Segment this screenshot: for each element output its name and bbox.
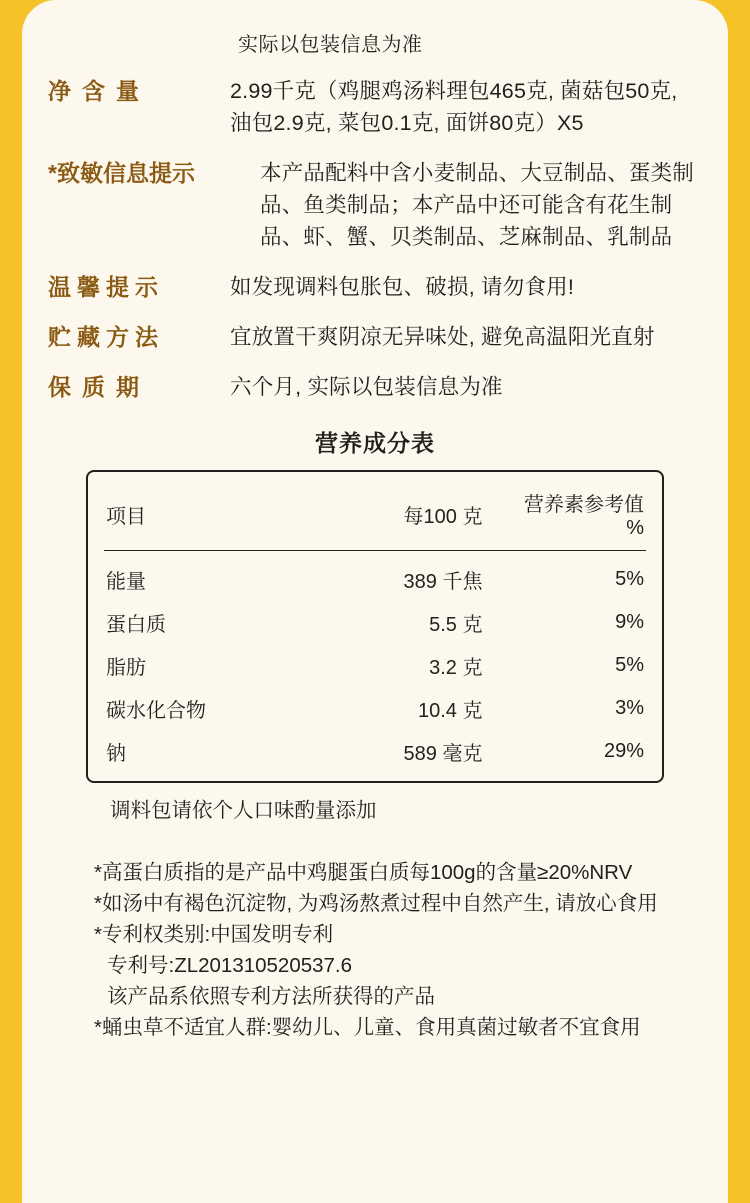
spec-value: 六个月, 实际以包装信息为准 xyxy=(230,375,503,399)
table-row xyxy=(104,687,646,730)
column-header-per100g: 每100 克 xyxy=(332,482,511,551)
spec-label: 保质期 xyxy=(48,374,150,400)
note-line: *高蛋白质指的是产品中鸡腿蛋白质每100g的含量≥20%NRV xyxy=(94,861,633,884)
table-header-row xyxy=(104,482,646,551)
additional-notes xyxy=(94,857,702,1043)
nutrient-amount: 5.5 克 xyxy=(429,614,483,636)
spec-value: 宜放置干爽阴凉无异味处, 避免高温阳光直射 xyxy=(230,325,655,349)
note-line: 该产品系依照专利方法所获得的产品 xyxy=(107,985,435,1008)
spec-value: 2.99千克（鸡腿鸡汤料理包465克, 菌菇包50克, 油包2.9克, 菜包0.1克, 面饼80克）X5 xyxy=(230,79,678,135)
nutrient-nrv: 9% xyxy=(615,611,644,633)
nutrient-nrv: 3% xyxy=(615,697,644,719)
note-line: *如汤中有褐色沉淀物, 为鸡汤熬煮过程中自然产生, 请放心食用 xyxy=(94,892,658,915)
spec-row-shelf-life xyxy=(48,371,702,403)
nutrient-amount: 3.2 克 xyxy=(429,657,483,679)
nutrient-name: 钠 xyxy=(106,743,126,765)
nutrition-table-title: 营养成分表 xyxy=(315,430,435,456)
spec-label: 净含量 xyxy=(48,78,150,104)
spec-row-allergen xyxy=(48,157,702,253)
spec-row-tips xyxy=(48,271,702,303)
table-row xyxy=(104,644,646,687)
nutrition-table xyxy=(104,482,646,773)
note-line: *专利权类别:中国发明专利 xyxy=(94,923,334,946)
nutrition-footnote: 调料包请依个人口味酌量添加 xyxy=(110,799,377,822)
nutrient-name: 脂肪 xyxy=(106,657,146,679)
note-line: 专利号:ZL201310520537.6 xyxy=(107,954,353,977)
info-card xyxy=(22,0,728,1203)
table-row xyxy=(104,601,646,644)
table-row xyxy=(104,730,646,773)
spec-row-storage xyxy=(48,321,702,353)
nutrient-amount: 389 千焦 xyxy=(403,571,483,593)
nutrient-nrv: 5% xyxy=(615,654,644,676)
nutrient-amount: 589 毫克 xyxy=(403,743,483,765)
nutrient-name: 能量 xyxy=(106,571,146,593)
column-header-nrv: 营养素参考值 % xyxy=(510,482,646,551)
spec-value: 本产品配料中含小麦制品、大豆制品、蛋类制品、鱼类制品；本产品中还可能含有花生制品、虾、蟹、贝类制品、芝麻制品、乳制品 xyxy=(260,161,695,249)
spec-label: *致敏信息提示 xyxy=(48,160,195,186)
spec-label: 贮藏方法 xyxy=(48,324,164,350)
spec-value: 如发现调料包胀包、破损, 请勿食用! xyxy=(230,275,575,299)
column-header-item: 项目 xyxy=(104,482,332,551)
nutrient-name: 碳水化合物 xyxy=(106,700,206,722)
spec-rows xyxy=(48,75,702,403)
nutrient-nrv: 5% xyxy=(615,568,644,590)
note-line: *蛹虫草不适宜人群:婴幼儿、儿童、食用真菌过敏者不宜食用 xyxy=(94,1016,641,1039)
spec-row-net-weight xyxy=(48,75,702,139)
table-row xyxy=(104,551,646,602)
spec-label: 温馨提示 xyxy=(48,274,164,300)
nutrient-amount: 10.4 克 xyxy=(418,700,483,722)
nutrient-name: 蛋白质 xyxy=(106,614,166,636)
card-inner xyxy=(22,0,728,1043)
nutrition-table-wrapper xyxy=(86,470,664,783)
nutrient-nrv: 29% xyxy=(603,740,644,762)
top-note: 实际以包装信息为准 xyxy=(238,34,423,56)
